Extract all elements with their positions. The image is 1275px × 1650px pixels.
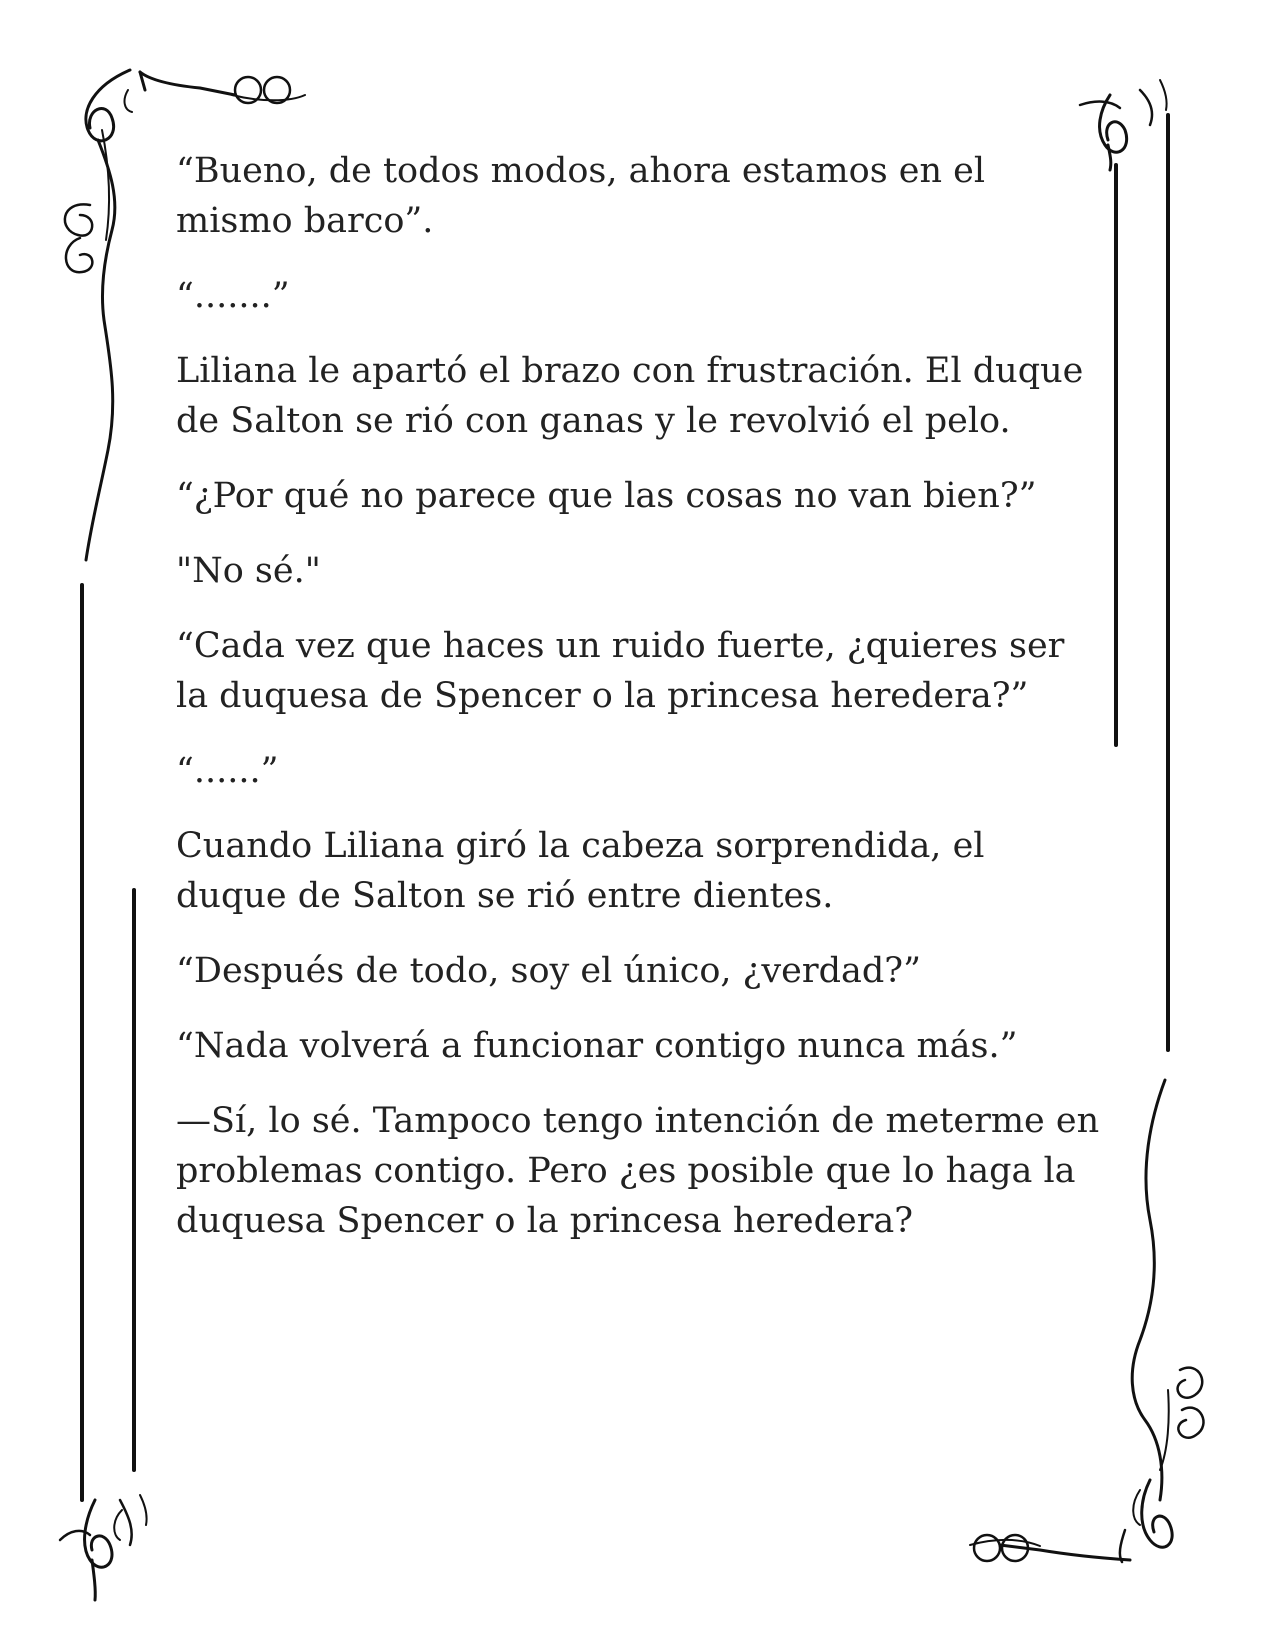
flourish-bottom-left-icon xyxy=(60,1495,147,1600)
paragraph: "No sé." xyxy=(176,551,321,591)
story-text xyxy=(176,146,1106,1271)
paragraph: Cuando Liliana giró la cabeza sorprendida, el duque de Salton se rió entre dientes. xyxy=(176,826,985,916)
paragraph: “.......” xyxy=(176,276,290,316)
paragraph: “Después de todo, soy el único, ¿verdad?” xyxy=(176,951,921,991)
paragraph: —Sí, lo sé. Tampoco tengo intención de meterme en problemas contigo. Pero ¿es posible que lo haga la duquesa Spencer o la princesa heredera? xyxy=(176,1101,1100,1241)
paragraph: “Nada volverá a funcionar contigo nunca más.” xyxy=(176,1026,1018,1066)
paragraph: Liliana le apartó el brazo con frustración. El duque de Salton se rió con ganas y le revolvió el pelo. xyxy=(176,351,1084,441)
paragraph: “......” xyxy=(176,751,279,791)
paragraph: “¿Por qué no parece que las cosas no van bien?” xyxy=(176,476,1037,516)
paragraph: “Cada vez que haces un ruido fuerte, ¿quieres ser la duquesa de Spencer o la princesa heredera?” xyxy=(176,626,1065,716)
paragraph: “Bueno, de todos modos, ahora estamos en el mismo barco”. xyxy=(176,151,986,241)
